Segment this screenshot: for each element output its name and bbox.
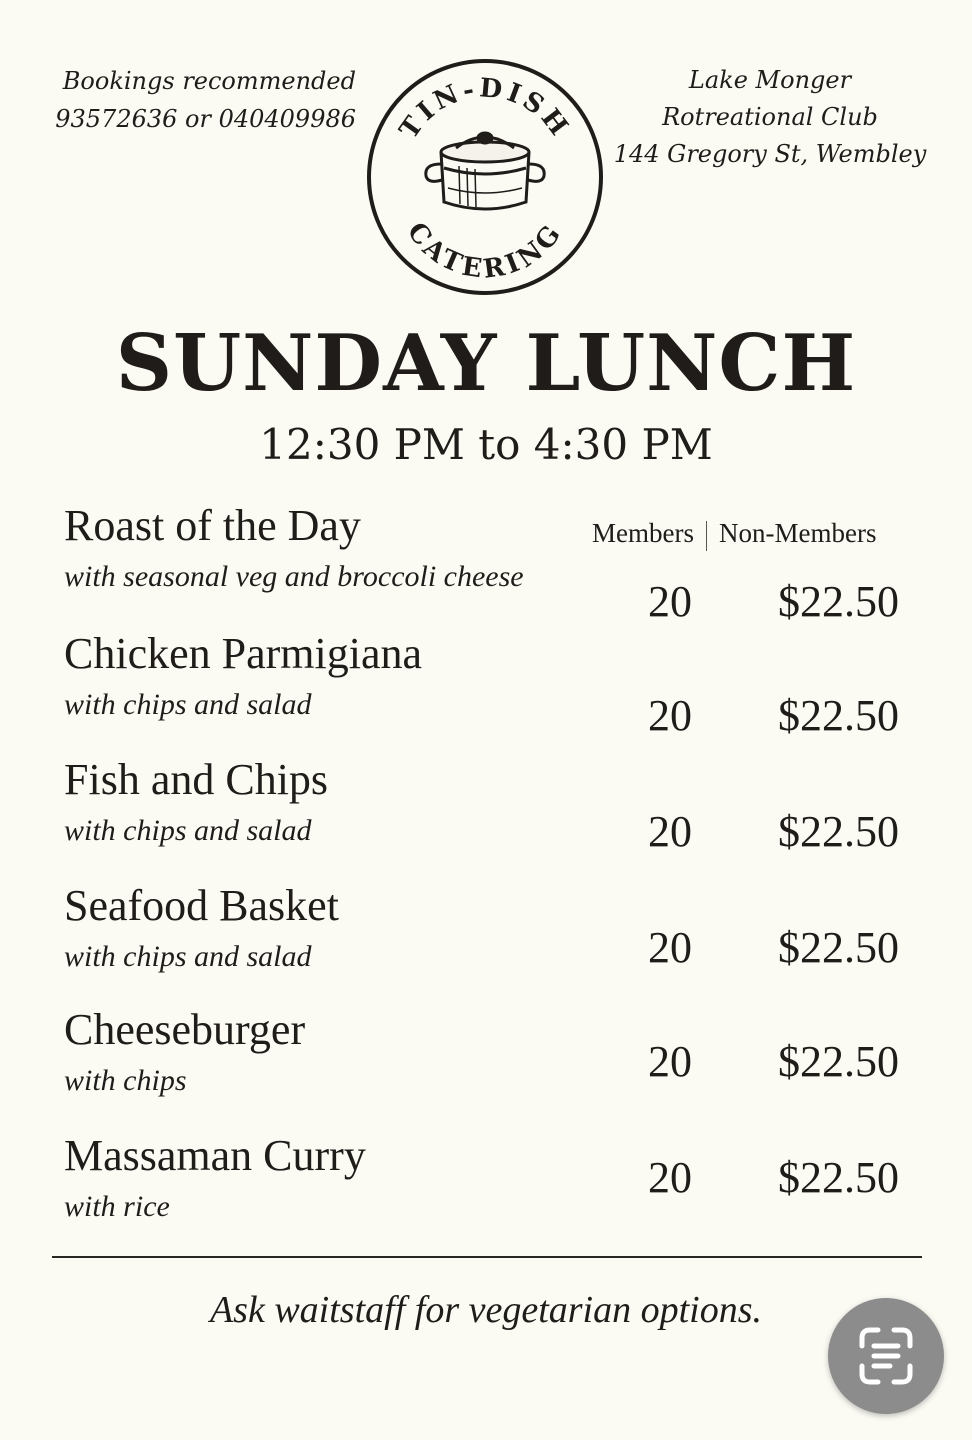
menu-item-description: with chips: [64, 1064, 187, 1097]
booking-label: Bookings recommended: [62, 67, 356, 95]
booking-info: [40, 62, 356, 138]
member-price: 20: [648, 577, 692, 626]
member-price: 20: [648, 691, 692, 740]
page-title: SUNDAY LUNCH: [115, 318, 857, 409]
text-scan-icon: [828, 1298, 944, 1414]
member-price: 20: [648, 1153, 692, 1202]
logo-bottom-text: CATERING: [400, 217, 570, 285]
menu-item-name: Seafood Basket: [64, 881, 339, 930]
venue-address: 144 Gregory St, Wembley: [613, 140, 927, 168]
menu-item-name: Roast of the Day: [64, 501, 361, 550]
menu-item-name: Massaman Curry: [64, 1131, 366, 1180]
cooking-pot-icon: [426, 133, 544, 209]
menu-item: [64, 1004, 944, 1124]
menu-item: [64, 754, 944, 874]
menu-item-name: Fish and Chips: [64, 755, 329, 804]
venue-club: Rotreational Club: [662, 103, 878, 131]
members-column-label: Members: [592, 518, 694, 548]
vegetarian-note: Ask waitstaff for vegetarian options.: [209, 1289, 763, 1331]
menu-item: [64, 880, 944, 1000]
non-member-price: $22.50: [778, 923, 899, 972]
logo-top-text: TIN-DISH: [394, 73, 576, 145]
non-member-price: $22.50: [778, 1153, 899, 1202]
menu-item-description: with chips and salad: [64, 814, 312, 847]
service-hours: 12:30 PM to 4:30 PM: [259, 420, 713, 469]
menu-item: [64, 628, 944, 748]
menu-item-description: with seasonal veg and broccoli cheese: [64, 560, 524, 593]
menu-item: [64, 500, 944, 626]
member-price: 20: [648, 1037, 692, 1086]
footer-divider: [52, 1256, 922, 1258]
menu-item-description: with chips and salad: [64, 688, 312, 721]
venue-name: Lake Monger: [688, 66, 852, 94]
non-members-column-label: Non-Members: [718, 518, 877, 548]
member-price: 20: [648, 807, 692, 856]
non-member-price: $22.50: [778, 1037, 899, 1086]
menu-item-description: with chips and salad: [64, 940, 312, 973]
menu-item-name: Cheeseburger: [64, 1005, 306, 1054]
non-member-price: $22.50: [778, 807, 899, 856]
tin-dish-catering-logo: [364, 56, 606, 298]
text-scan-button[interactable]: [828, 1298, 944, 1414]
member-price: 20: [648, 923, 692, 972]
logo-seal: [364, 56, 606, 298]
non-member-price: $22.50: [778, 691, 899, 740]
menu-item: [64, 1130, 944, 1250]
booking-phone: 93572636 or 040409986: [55, 105, 356, 133]
non-member-price: $22.50: [778, 577, 899, 626]
venue-info: [612, 62, 928, 173]
menu-item-description: with rice: [64, 1190, 170, 1223]
menu-item-name: Chicken Parmigiana: [64, 629, 423, 678]
